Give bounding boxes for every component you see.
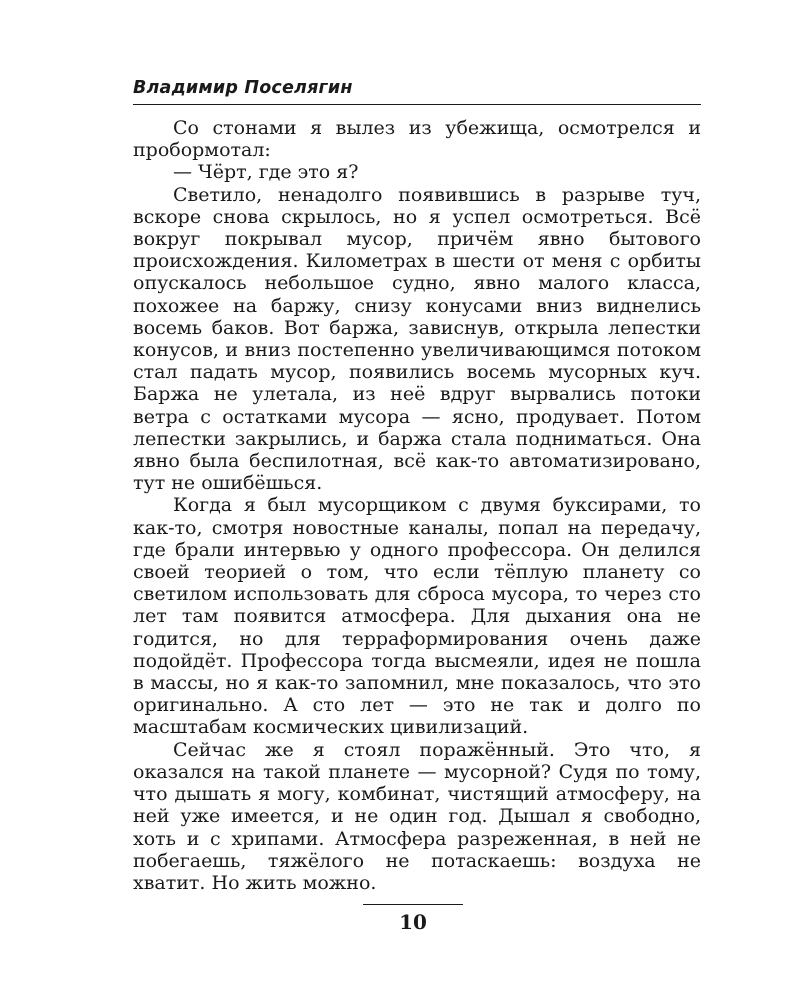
- paragraph: Со стонами я вылез из убежища, осмотрелся и пробормотал:: [133, 117, 701, 162]
- body-text: [133, 117, 701, 894]
- page-number: 10: [399, 910, 427, 934]
- header-rule: [133, 104, 701, 105]
- running-title: Владимир Поселягин: [133, 78, 353, 98]
- paragraph: — Чёрт, где это я?: [173, 161, 359, 184]
- footer-rule: [363, 904, 463, 905]
- paragraph: Когда я был мусорщиком с двумя буксирами, то как-то, смотря новостные каналы, попал на передачу, где брали интервью у одного профессора. Он делился своей теорией о том, что если тёплую планету со светилом использовать для сброса мусора, то через сто лет там появится атмосфера. Для дыхания она не годится, но для терраформирования очень даже подойдёт. Профессора тогда высмеяли, идея не пошла в массы, но я как-то запомнил, мне показалось, что это оригинально. А сто лет — это не так и долго по масштабам космических цивилизаций.: [133, 494, 701, 739]
- paragraph: Светило, ненадолго появившись в разрыве туч, вскоре снова скрылось, но я успел осмотреться. Всё вокруг покрывал мусор, причём явно бытового происхождения. Километрах в шести от меня с орбиты опускалось небольшое судно, явно малого класса, похожее на баржу, снизу конусами вниз виднелись восемь баков. Вот баржа, зависнув, открыла лепестки конусов, и вниз постепенно увеличивающимся потоком стал падать мусор, появились восемь мусорных куч. Баржа не улетала, из неё вдруг вырвались потоки ветра с остатками мусора — ясно, продувает. Потом лепестки закрылись, и баржа стала подниматься. Она явно была беспилотная, всё как-то автоматизировано, тут не ошибёшься.: [133, 183, 701, 495]
- paragraph: Сейчас же я стоял поражённый. Это что, я оказался на такой планете — мусорной? Судя по тому, что дышать я могу, комбинат, чистящий атмосферу, на ней уже имеется, и не один год. Дышал я свободно, хоть и с хрипами. Атмосфера разреженная, в ней не побегаешь, тяжёлого не потаскаешь: воздуха не хватит. Но жить можно.: [133, 738, 701, 894]
